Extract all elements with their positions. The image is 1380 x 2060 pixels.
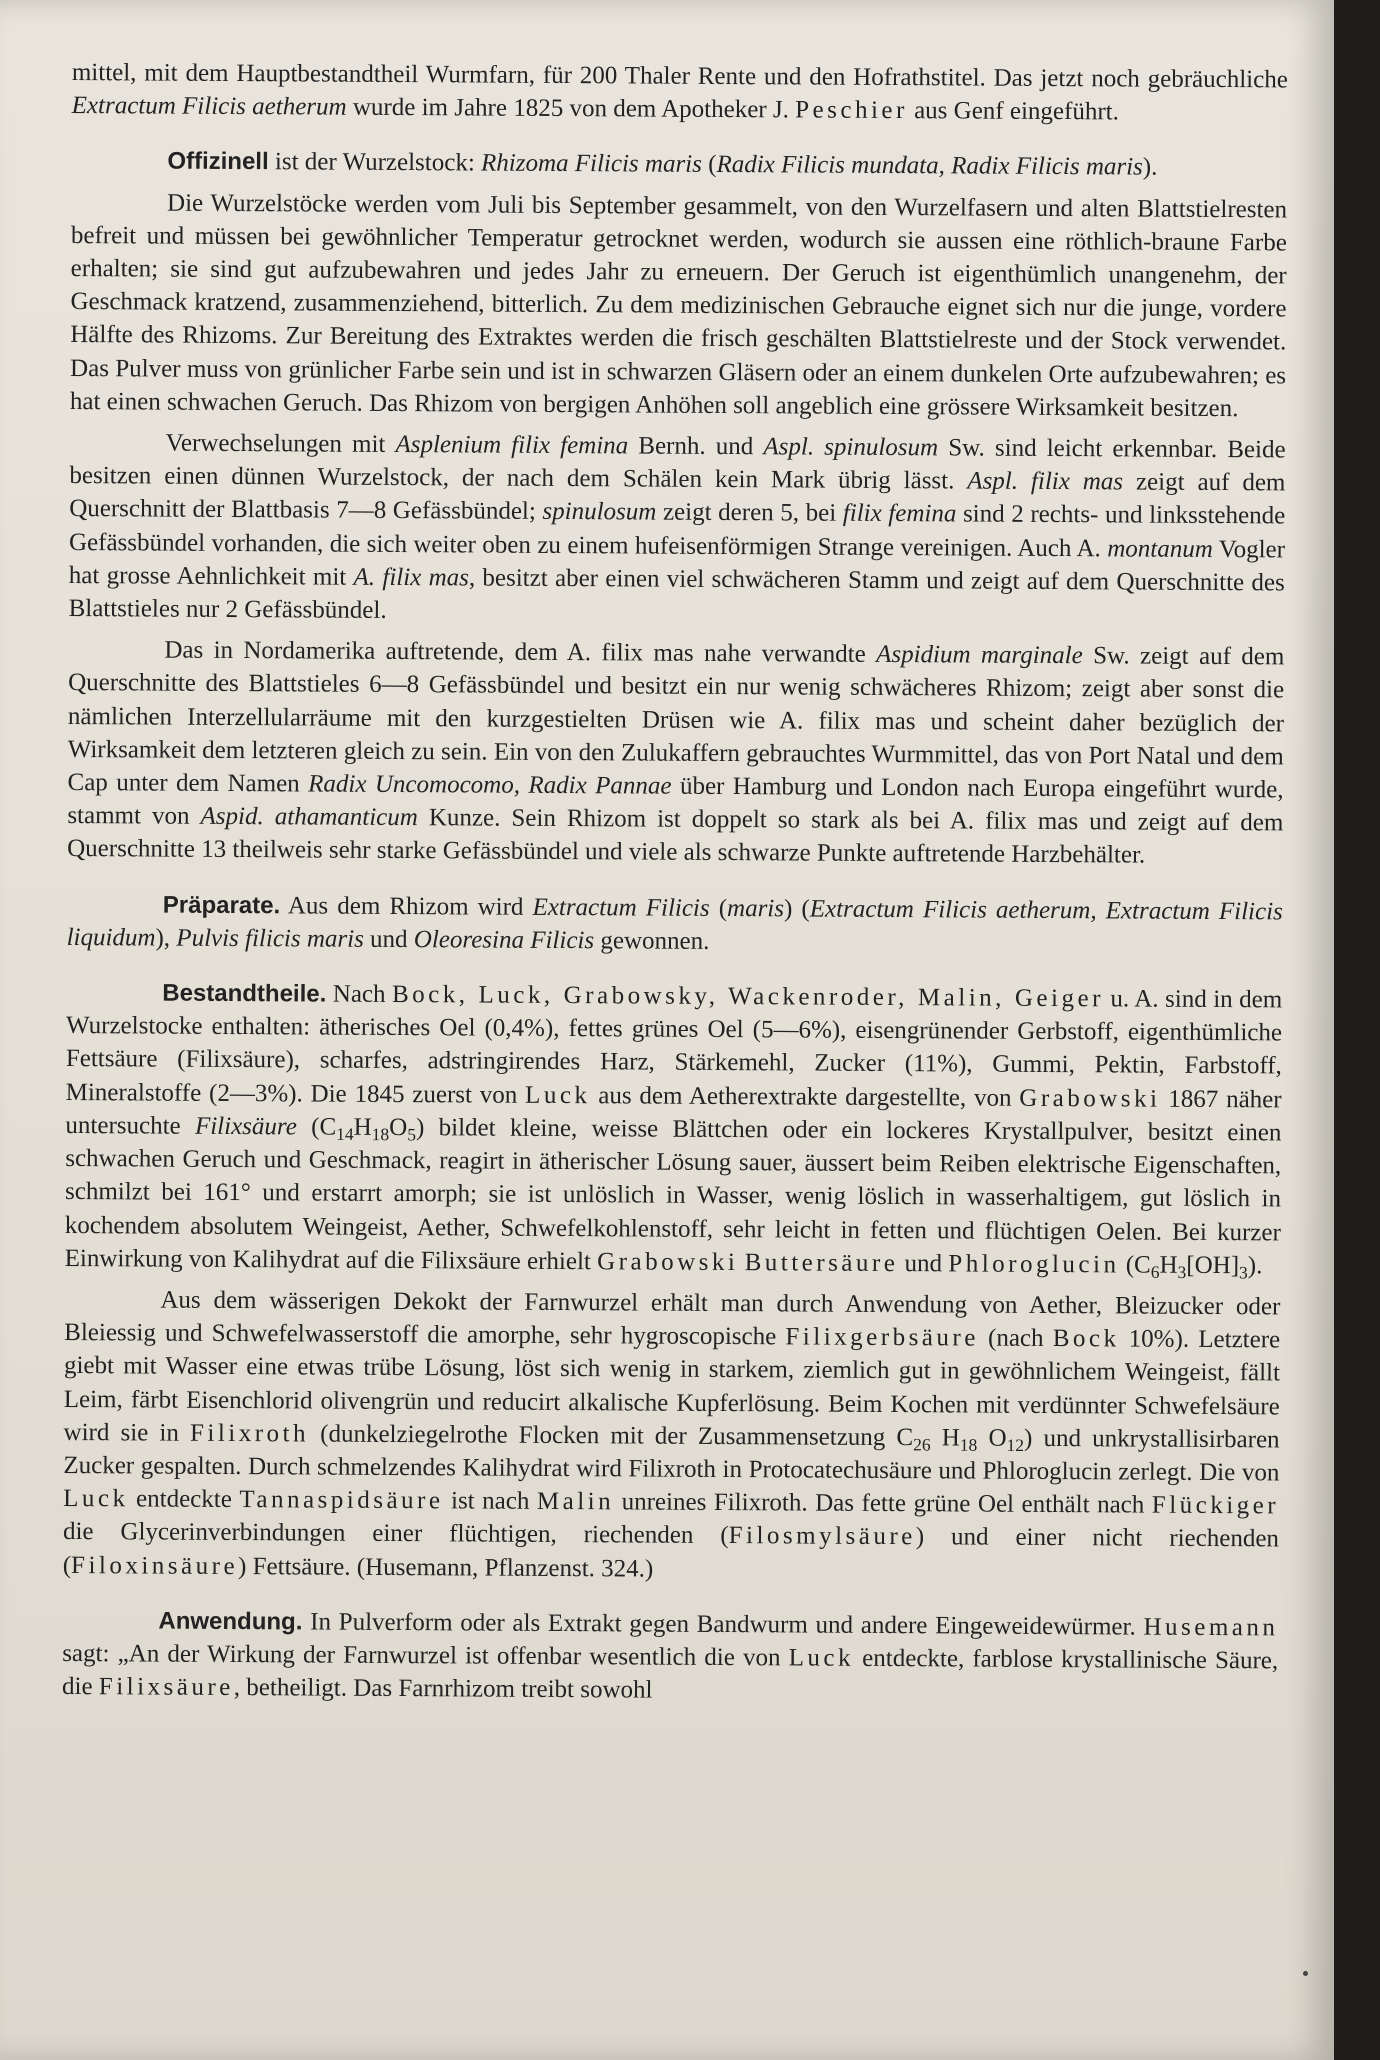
- text-run: Bernh. und: [628, 432, 764, 461]
- text-run: ) Fettsäure. (Husemann, Pflanzenst. 324.): [238, 1552, 654, 1583]
- text-run: , betheiligt. Das Farnrhizom treibt sowohl: [233, 1674, 653, 1704]
- person-name: Flückiger: [1151, 1491, 1280, 1520]
- text-run: mittel, mit dem Hauptbestandtheil Wurmfarn, für 200 Thaler Rente und den Hofrathstitel. Das jetzt noch gebräuchliche: [71, 58, 1288, 94]
- chemical-formula: $C_{26}$ $H_{18}$ $O_{12}$: [896, 1423, 1025, 1455]
- paragraph-bestandtheile: [65, 976, 1283, 1282]
- text-run: wurde im Jahre 1825 von dem Apotheker J.: [346, 93, 796, 124]
- text-run: ).: [1142, 153, 1158, 182]
- text-run: Aus dem wässerigen Dekokt der Farnwurzel erhält man durch Anwendung von Aether, Bleizucker oder Bleiessig und Schwefelwasserstoff die amorphe, sehr hygroscopische: [64, 1286, 1281, 1351]
- person-name: Luck: [63, 1485, 129, 1513]
- text-run: ),: [155, 924, 177, 952]
- text-run: über Hamburg und London nach Europa eingeführt wurde, stammt von: [67, 772, 1284, 831]
- text-run: Sw. sind leicht erkennbar. Beide besitzen einen dünnen Wurzelstock, der nach dem Schälen kein Mark übrig lässt.: [69, 434, 1286, 495]
- text-run: Verwechselungen mit: [165, 429, 396, 459]
- person-name: Husemann: [1143, 1613, 1279, 1642]
- text-run: ) und einer nicht riechenden (: [62, 1523, 1280, 1579]
- chemical-name: Filixroth: [189, 1419, 310, 1448]
- chemical-name: Tannaspidsäure: [239, 1486, 444, 1515]
- section-heading: Bestandtheile.: [162, 979, 327, 1008]
- text-run: bildet kleine, weisse Blättchen oder ein lockeres Krystallpulver, besitzt einen schwachen Geruch und Geschmack, reagirt in ätherischer Lösung sauer, äussert beim Reiben elektrische Eigenschaften, schmilzt bei 161° und erstarrt amorph; sie ist unlöslich in Wasser, wenig löslich in wasserhaltigem, gut löslich in kochendem absolutem Weingeist, Aether, Schwefelkohlenstoff, sehr leicht in fetten und flüchtigen Oelen. Bei kurzer Einwirkung von Kalihydrat auf die Filixsäure erhielt: [64, 1114, 1282, 1275]
- text-run: ) (: [783, 895, 810, 923]
- person-name: Bock, Luck, Grabowsky, Wackenroder, Malin, Geiger: [391, 981, 1105, 1013]
- paragraph-nordamerika: [67, 633, 1284, 873]
- text-run: ) und unkrystallisirbaren Zucker gespalten. Durch schmelzendes Kalihydrat wird Filixroth in Protocatechusäure und Phloroglucin zerlegt. Die von: [63, 1424, 1280, 1487]
- chemical-name: Filixsäure: [98, 1673, 234, 1702]
- chemical-name: Filoxinsäure: [71, 1551, 239, 1580]
- latin-term: Extractum Filicis aetherum: [71, 92, 347, 121]
- chemical-formula: $(C_{14}H_{18}O_5)$: [311, 1113, 425, 1145]
- section-heading: Anwendung.: [158, 1607, 303, 1636]
- text-run: (: [709, 894, 728, 922]
- latin-term: Asplenium filix femina: [395, 431, 629, 460]
- text-run: aus dem Aetherextrakte dargestellte, von: [590, 1081, 1020, 1112]
- latin-term: Aspidium marginale: [876, 641, 1083, 670]
- text-run: sind 2 rechts- und linksstehende Gefässbündel vorhanden, die sich weiter oben zu einem hufeisenförmigen Strange vereinigen. Auch A.: [68, 500, 1286, 562]
- latin-term: Filixsäure: [194, 1112, 297, 1141]
- latin-term: Rhizoma Filicis maris: [480, 149, 702, 179]
- paragraph-wurzelstoecke: [70, 186, 1287, 426]
- latin-term: Radix Uncomocomo, Radix Pannae: [308, 770, 672, 800]
- latin-term: Radix Filicis mundata, Radix Filicis maris: [716, 151, 1143, 181]
- text-run: zeigt deren 5, bei: [656, 499, 843, 528]
- person-name: Luck: [788, 1644, 855, 1672]
- ink-speck: [1303, 1971, 1308, 1976]
- text-run: (dunkelziegelrothe Flocken mit der Zusammensetzung: [308, 1420, 897, 1451]
- paragraph-anwendung: [62, 1604, 1279, 1711]
- chemical-name: Filosmylsäure: [728, 1522, 916, 1551]
- text-run: Nach: [326, 980, 393, 1009]
- paragraph-offizinell: [71, 144, 1287, 185]
- latin-term: Aspl. filix mas: [967, 467, 1124, 496]
- text-run: 10%). Letztere giebt mit Wasser eine etwas trübe Lösung, löst sich wenig in starkem, ziemlich gut in gewöhnlichem Weingeist, fällt Leim, färbt Eisenchlorid olivengrün und reducirt alkalische Kupferlösung. Beim Kochen mit verdünnter Schwefelsäure wird sie in: [63, 1325, 1281, 1447]
- text-run: ist der Wurzelstock:: [268, 148, 482, 177]
- latin-term: Extractum Filicis aetherum, Extractum Filicis liquidum: [66, 895, 1283, 952]
- text-run: und: [363, 925, 414, 953]
- text-run: Kunze. Sein Rhizom ist doppelt so stark als bei A. filix mas und zeigt auf dem Querschnitte 13 theilweis sehr starke Gefässbündel und viele als schwarze Punkte auftretende Harzbehälter.: [67, 804, 1284, 870]
- text-run: Sw. zeigt auf dem Querschnitte des Blattstieles 6—8 Gefässbündel und besitzt ein nur wenig schwächeres Rhizom; zeigt aber sonst die nämlichen Interzellularräume mit den kurzgestielten Drüsen wie A. filix mas und scheint daher bezüglich der Wirksamkeit dem letzteren gleich zu sein. Ein von den Zulukaffern gebrauchtes Wurmmittel, das von Port Natal und dem Cap unter dem Namen: [67, 642, 1285, 798]
- text-run: u. A. sind in dem Wurzelstocke enthalten: ätherisches Oel (0,4%), fettes grünes Oel (5—6%), eisengrünender Gerbstoff, eigenthümliche Fettsäure (Filixsäure), scharfes, adstringirendes Harz, Stärkemehl, Zucker (11%), Gummi, Pektin, Farbstoff, Mineralstoffe (2—3%). Die 1845 zuerst von: [65, 985, 1283, 1109]
- text-run: und: [898, 1249, 949, 1278]
- chemical-name: Phloroglucin: [948, 1250, 1120, 1279]
- section-heading: Präparate.: [162, 891, 281, 919]
- text-run: die Glycerinverbindungen einer flüchtigen, riechenden (: [62, 1518, 729, 1550]
- chemical-formula: $(C_6H_3[OH]_3)$.: [1125, 1251, 1263, 1283]
- latin-term: montanum: [1107, 534, 1213, 563]
- chemical-name: Filixgerbsäure: [785, 1323, 979, 1352]
- text-run: Vogler hat grosse Aehnlichkeit mit: [68, 535, 1286, 591]
- text-run: (: [701, 151, 717, 179]
- text-run: Das in Nordamerika auftretende, dem A. filix mas nahe verwandte: [164, 636, 877, 669]
- text-run: , besitzt aber einen viel schwächeren Stamm und zeigt auf dem Querschnitte des Blattstieles nur 2 Gefässbündel.: [68, 564, 1285, 624]
- text-run: aus Genf eingeführt.: [907, 97, 1119, 126]
- section-heading: Offizinell: [167, 147, 269, 176]
- text-run: sagt: „An der Wirkung der Farnwurzel ist offenbar wesentlich die von: [62, 1639, 789, 1672]
- person-name: Grabowski: [1019, 1084, 1161, 1113]
- latin-term: Aspl. spinulosum: [763, 433, 939, 462]
- paragraph-intro: [72, 56, 1288, 130]
- text-run: entdeckte, farblose krystallinische Säure, die: [61, 1644, 1279, 1701]
- text-run: ist nach: [443, 1487, 537, 1515]
- text-run: Aus dem Rhizom wird: [280, 891, 533, 921]
- latin-term: maris: [726, 894, 785, 923]
- person-name: Grabowski: [597, 1247, 739, 1276]
- text-run: entdeckte: [128, 1485, 240, 1514]
- text-run: (nach: [978, 1324, 1053, 1353]
- latin-term: A. filix mas: [353, 563, 469, 592]
- text-run: unreines Filixroth. Das fette grüne Oel enthält nach: [614, 1488, 1152, 1519]
- person-name: Peschier: [795, 96, 908, 125]
- text-run: In Pulverform oder als Extrakt gegen Bandwurm und andere Eingeweidewürmer.: [302, 1608, 1144, 1641]
- person-name: Luck: [525, 1081, 591, 1109]
- paragraph-praeparate: [67, 888, 1283, 962]
- page-text: [62, 56, 1288, 1711]
- latin-term: Pulvis filicis maris: [176, 924, 364, 953]
- text-run: 1867 näher untersuchte: [65, 1085, 1282, 1140]
- latin-term: Extractum Filicis: [532, 893, 710, 922]
- paragraph-dekokt: [63, 1283, 1281, 1589]
- text-run: gewonnen.: [594, 927, 710, 955]
- latin-term: Oleoresina Filicis: [413, 925, 595, 955]
- latin-term: filix femina: [842, 500, 957, 528]
- person-name: Malin: [536, 1487, 615, 1516]
- latin-term: spinulosum: [542, 498, 657, 527]
- text-run: Die Wurzelstöcke werden vom Juli bis September gesammelt, von den Wurzelfasern und alten Blattstielresten befreit und müssen bei gewöhnlicher Temperatur getrocknet werden, wodurch sie aussen eine röthlich-braune Farbe erhalten; sie sind gut aufzubewahren und jedes Jahr zu erneuern. Der Geruch ist eigenthümlich unangenehm, der Geschmack kratzend, zusammenziehend, bitterlich. Zu dem medizinischen Gebrauche eignet sich nur die junge, vordere Hälfte des Rhizoms. Zur Bereitung des Extraktes werden die frisch geschälten Blattstielreste und der Stock verwendet. Das Pulver muss von grünlicher Farbe sein und ist in schwarzen Gläsern oder an einem dunkelen Orte aufzubewahren; es hat einen schwachen Geruch. Das Rhizom von bergigen Anhöhen soll angeblich eine grössere Wirksamkeit besitzen.: [69, 189, 1288, 422]
- text-run: zeigt auf dem Querschnitt der Blattbasis 7—8 Gefässbündel;: [69, 468, 1286, 526]
- latin-term: Aspid. athamanticum: [200, 803, 418, 832]
- person-name: Bock: [1052, 1325, 1120, 1353]
- paragraph-verwechselungen: [69, 426, 1286, 633]
- chemical-name: Buttersäure: [744, 1248, 899, 1277]
